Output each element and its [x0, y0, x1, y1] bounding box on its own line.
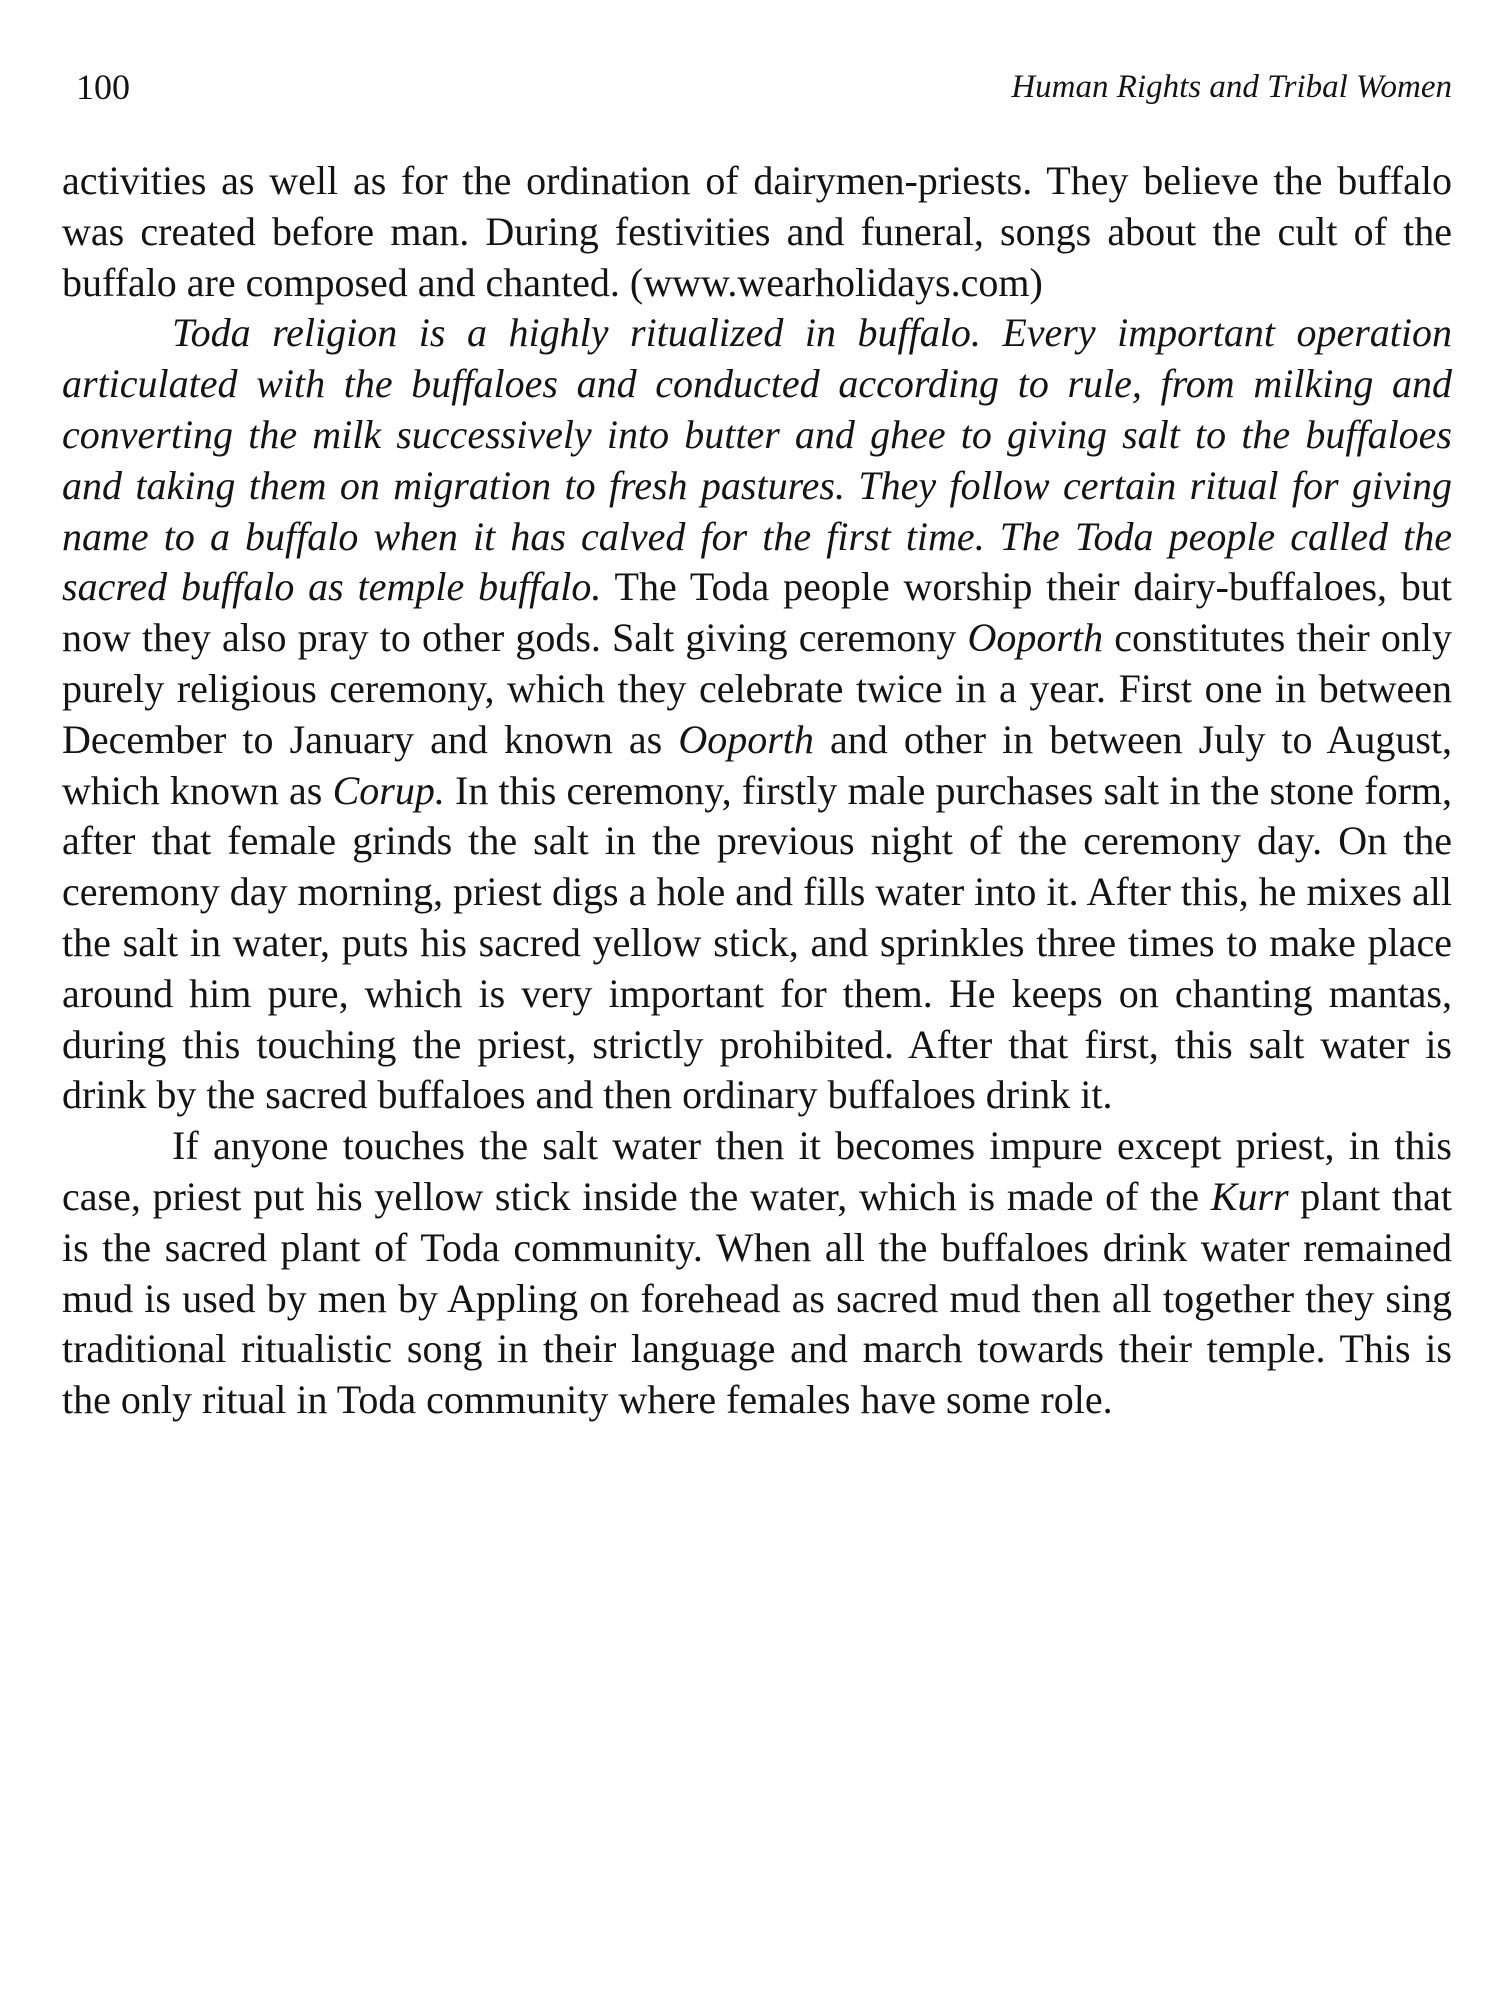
- page-number: 100: [76, 67, 130, 107]
- text-segment: activities as well as for the ordination of dairymen-priests. They believe the buffalo was created before man. During festivities and funeral, songs about the cult of the buffalo are composed and chanted. (www.wearholidays.com): [62, 158, 1452, 305]
- italic-text-segment: Ooporth: [678, 716, 814, 762]
- italic-text-segment: Kurr: [1210, 1173, 1289, 1219]
- running-title: Human Rights and Tribal Women: [1011, 69, 1452, 105]
- paragraph: [62, 156, 1452, 308]
- text-segment: plant that is the sacred plant of Toda community. When all the buffaloes drink water remained mud is used by men by Appling on forehead as sacred mud then all together they sing traditional ritualistic song in their language and march towards their temple. This is the only ritual in Toda community where females have some role.: [62, 1173, 1452, 1423]
- paragraph: [62, 308, 1452, 1121]
- text-segment: and other in between July to August, which known as: [62, 716, 1453, 813]
- italic-text-segment: Corup.: [332, 767, 445, 813]
- text-segment: In this ceremony, firstly male purchases salt in the stone form, after that female grinds the salt in the previous night of the ceremony day. On the ceremony day morning, priest digs a hole and fills water into it. After this, he mixes all the salt in water, puts his sacred yellow stick, and sprinkles three times to make place around him pure, which is very important for them. He keeps on chanting mantas, during this touching the priest, strictly prohibited. After that first, this salt water is drink by the sacred buffaloes and then ordinary buffaloes drink it.: [62, 767, 1452, 1118]
- text-segment: The Toda people worship their dairy-buffaloes, but now they also pray to other gods. Salt giving ceremony: [62, 564, 1452, 661]
- body-text: [62, 156, 1452, 1426]
- page-header: [76, 62, 1452, 112]
- italic-text-segment: Toda religion is a highly ritualized in buffalo. Every important operation articulated with the buffaloes and conducted according to rule, from milking and converting the milk successively into butter and ghee to giving salt to the buffaloes and taking them on migration to fresh pastures. They follow certain ritual for giving name to a buffalo when it has calved for the first time. The Toda people called the sacred buffalo as temple buffalo.: [62, 310, 1452, 610]
- text-segment: constitutes their only purely religious ceremony, which they celebrate twice in a year. First one in between December to January and known as: [62, 615, 1452, 762]
- italic-text-segment: Ooporth: [967, 615, 1104, 661]
- text-segment: If anyone touches the salt water then it becomes impure except priest, in this case, priest put his yellow stick inside the water, which is made of the: [62, 1123, 1452, 1219]
- paragraph: [62, 1121, 1452, 1426]
